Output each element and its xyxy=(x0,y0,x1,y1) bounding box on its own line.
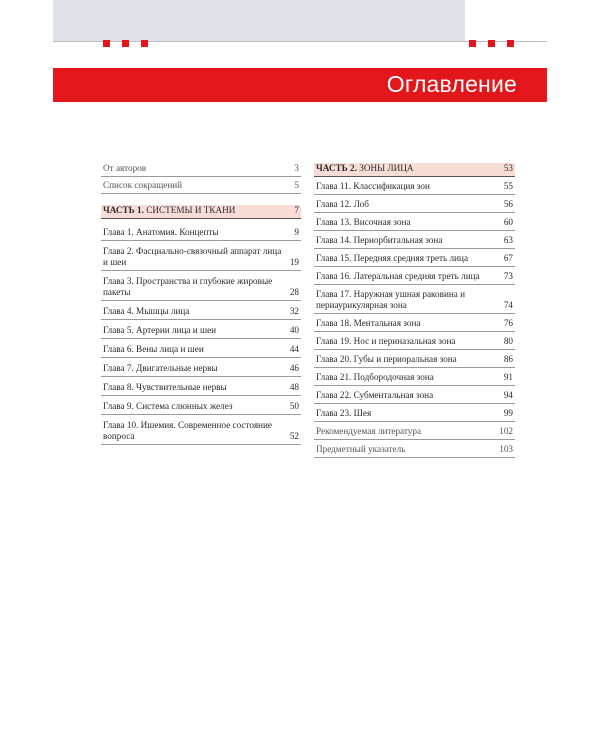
toc-entry-title: Глава 5. Артерии лица и шеи xyxy=(103,325,217,335)
page-title: Оглавление xyxy=(386,71,517,97)
toc-entry-page: 28 xyxy=(289,287,299,297)
toc-entry[interactable] xyxy=(314,199,515,213)
toc-entry[interactable] xyxy=(314,217,515,231)
toc-entry[interactable] xyxy=(101,344,301,358)
toc-entry-page: 86 xyxy=(503,354,513,364)
toc-entry-title: Глава 11. Классификация зон xyxy=(316,181,430,191)
toc-right-column xyxy=(314,163,515,458)
toc-entry-page: 63 xyxy=(503,235,513,245)
toc-entry[interactable] xyxy=(314,181,515,195)
toc-entry-title: Глава 20. Губы и периоральная зона xyxy=(316,354,457,364)
toc-entry-title: Глава 13. Височная зона xyxy=(316,217,411,227)
toc-entry-title: Глава 21. Подбородочная зона xyxy=(316,372,434,382)
toc-part-entry[interactable] xyxy=(101,205,301,219)
toc-entry[interactable] xyxy=(101,246,301,271)
toc-entry-page: 94 xyxy=(503,390,513,400)
toc-entry-title: Рекомендуемая литература xyxy=(316,426,422,436)
toc-entry-title: Глава 10. Ишемия. Современное состояние вопроса xyxy=(103,420,272,441)
toc-entry[interactable] xyxy=(101,163,301,177)
toc-entry-title: Глава 14. Периорбитальная зона xyxy=(316,235,443,245)
toc-entry-title: От авторов xyxy=(103,163,147,173)
toc-entry[interactable] xyxy=(101,180,301,194)
toc-entry-page: 7 xyxy=(294,205,299,215)
toc-entry[interactable] xyxy=(314,318,515,332)
toc-entry-title: Глава 2. Фасциально-связочный аппарат лица и шеи xyxy=(103,246,282,267)
toc-entry[interactable] xyxy=(314,372,515,386)
toc-part-entry[interactable] xyxy=(314,163,515,177)
toc-entry-page: 44 xyxy=(289,344,299,354)
toc-entry[interactable] xyxy=(314,390,515,404)
toc-entry-page: 5 xyxy=(294,180,299,190)
toc-entry[interactable] xyxy=(314,289,515,314)
toc-entry-title: Глава 4. Мышцы лица xyxy=(103,306,190,316)
toc-entry-page: 53 xyxy=(503,163,513,173)
toc-entry-page: 76 xyxy=(503,318,513,328)
toc-entry-title: Список сокращений xyxy=(103,180,183,190)
toc-entry-page: 80 xyxy=(503,336,513,346)
toc-entry[interactable] xyxy=(314,253,515,267)
toc-entry[interactable] xyxy=(314,426,515,440)
toc-entry-title: Глава 9. Система слюнных желез xyxy=(103,401,233,411)
toc-entry-page: 56 xyxy=(503,199,513,209)
toc-entry-page: 48 xyxy=(289,382,299,392)
toc-entry-page: 50 xyxy=(289,401,299,411)
toc-entry-page: 32 xyxy=(289,306,299,316)
toc-entry-page: 67 xyxy=(503,253,513,263)
toc-entry-title: Глава 15. Передняя средняя треть лица xyxy=(316,253,469,263)
toc-entry-title: Глава 7. Двигательные нервы xyxy=(103,363,218,373)
toc-part-number: ЧАСТЬ 1. xyxy=(103,205,144,215)
toc-entry[interactable] xyxy=(101,401,301,415)
toc-entry-title: Предметный указатель xyxy=(316,444,406,454)
decor-square xyxy=(507,40,514,47)
toc-entry-page: 91 xyxy=(503,372,513,382)
toc-entry[interactable] xyxy=(101,306,301,320)
toc-part-number: ЧАСТЬ 2. xyxy=(316,163,357,173)
toc-entry-title: Глава 6. Вены лица и шеи xyxy=(103,344,204,354)
toc-entry-page: 46 xyxy=(289,363,299,373)
decor-square xyxy=(122,40,129,47)
toc-entry[interactable] xyxy=(314,336,515,350)
toc-entry-title: Глава 18. Ментальная зона xyxy=(316,318,421,328)
toc-entry-page: 60 xyxy=(503,217,513,227)
toc-entry[interactable] xyxy=(314,354,515,368)
toc-entry-page: 102 xyxy=(499,426,513,436)
toc-entry-page: 9 xyxy=(294,227,299,237)
toc-entry-page: 99 xyxy=(503,408,513,418)
toc-entry-title: Глава 3. Пространства и глубокие жировые пакеты xyxy=(103,276,273,297)
toc-entry[interactable] xyxy=(314,235,515,249)
toc-entry[interactable] xyxy=(101,227,301,241)
toc-entry-title: Глава 23. Шея xyxy=(316,408,372,418)
toc-entry-page: 3 xyxy=(294,163,299,173)
toc-entry-page: 74 xyxy=(503,300,513,310)
toc-left-column xyxy=(101,163,301,445)
toc-entry-title: ЗОНЫ ЛИЦА xyxy=(359,163,414,173)
top-gray-band xyxy=(53,0,465,41)
toc-entry[interactable] xyxy=(314,271,515,285)
toc-entry-title: Глава 22. Субментальная зона xyxy=(316,390,434,400)
toc-entry-title: Глава 1. Анатомия. Концепты xyxy=(103,227,219,237)
decor-square xyxy=(141,40,148,47)
toc-entry-page: 73 xyxy=(503,271,513,281)
toc-entry-title: Глава 19. Нос и периназальная зона xyxy=(316,336,456,346)
toc-entry[interactable] xyxy=(101,420,301,445)
toc-entry[interactable] xyxy=(101,276,301,301)
toc-entry-title: СИСТЕМЫ И ТКАНИ xyxy=(146,205,236,215)
toc-entry-title: Глава 17. Наружная ушная раковина и периаурикулярная зона xyxy=(316,289,466,310)
toc-entry[interactable] xyxy=(314,408,515,422)
toc-entry-page: 103 xyxy=(499,444,513,454)
toc-entry-title: Глава 16. Латеральная средняя треть лица xyxy=(316,271,480,281)
toc-entry-page: 19 xyxy=(289,257,299,267)
toc-entry[interactable] xyxy=(101,325,301,339)
toc-entry[interactable] xyxy=(101,382,301,396)
decor-square xyxy=(469,40,476,47)
toc-entry-title: Глава 8. Чувствительные нервы xyxy=(103,382,227,392)
decor-square xyxy=(103,40,110,47)
title-banner xyxy=(53,68,547,102)
toc-entry-page: 55 xyxy=(503,181,513,191)
toc-entry-page: 52 xyxy=(289,431,299,441)
toc-entry[interactable] xyxy=(314,444,515,458)
toc-entry[interactable] xyxy=(101,363,301,377)
toc-entry-title: Глава 12. Лоб xyxy=(316,199,369,209)
decor-square xyxy=(488,40,495,47)
toc-entry-page: 40 xyxy=(289,325,299,335)
